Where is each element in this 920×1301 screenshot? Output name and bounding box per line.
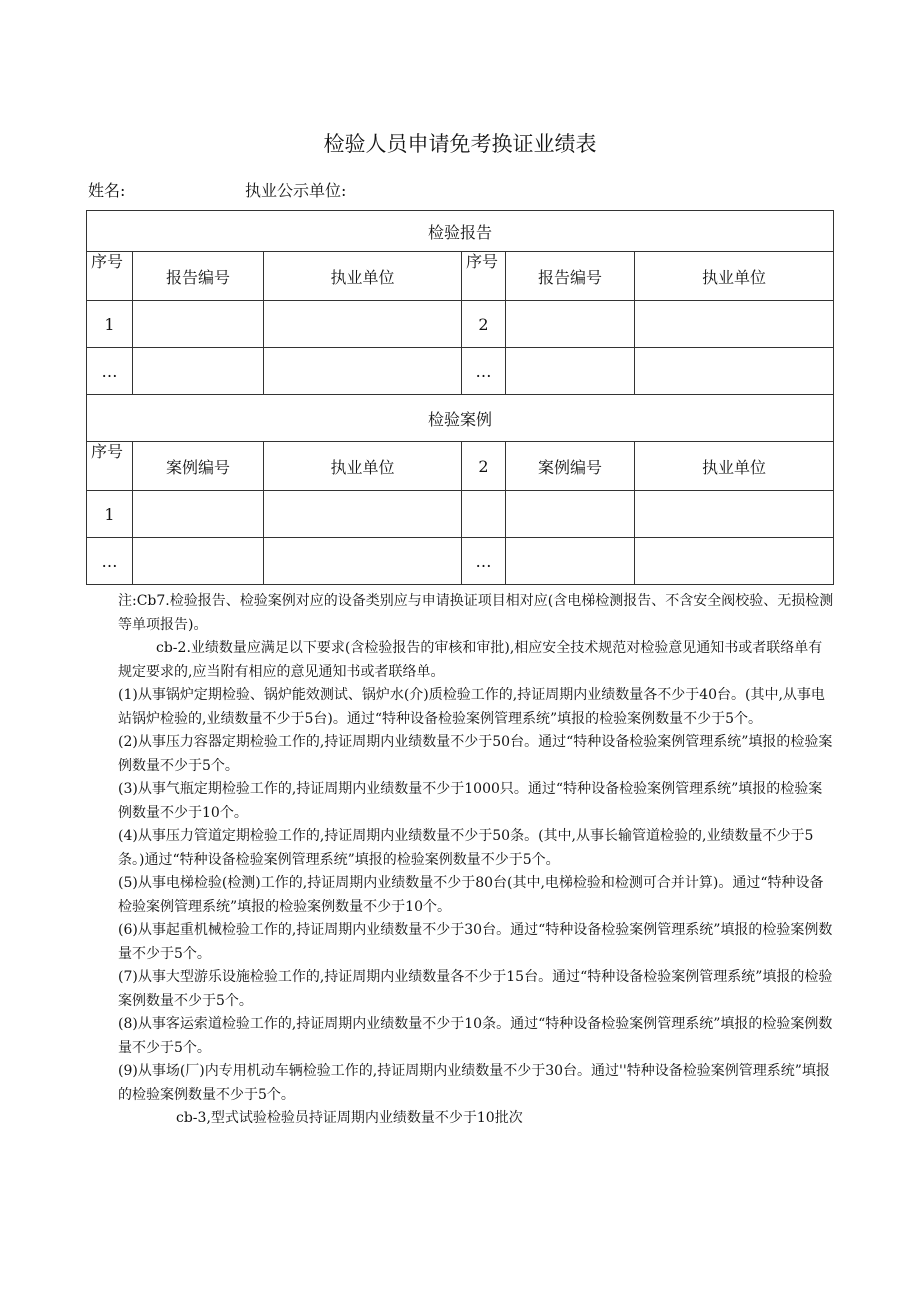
report-no-cell[interactable] (133, 348, 264, 395)
report-no-cell[interactable] (506, 301, 635, 348)
seq-cell: 2 (462, 301, 506, 348)
table-row (87, 301, 834, 348)
header-seq-2: 序号 (462, 252, 506, 301)
case-no-cell[interactable] (133, 538, 264, 585)
report-header-row (87, 252, 834, 301)
unit-cell[interactable] (264, 538, 462, 585)
case-no-cell[interactable] (506, 491, 635, 538)
note-cb7: 注:Cb7.检验报告、检验案例对应的设备类别应与申请换证项目相对应(含电梯检测报告、不含安全阀校验、无损检测等单项报告)。 (118, 593, 834, 633)
unit-cell[interactable] (635, 491, 834, 538)
header-unit: 执业单位 (264, 442, 462, 491)
note-cb2: cb-2.业绩数量应满足以下要求(含检验报告的审核和审批),相应安全技术规范对检验意见通知书或者联络单有规定要求的,应当附有相应的意见通知书或者联络单。 (118, 640, 823, 680)
seq-cell: 1 (87, 301, 133, 348)
unit-cell[interactable] (635, 301, 834, 348)
header-report-no-2: 报告编号 (506, 252, 635, 301)
case-section-heading: 检验案例 (87, 395, 834, 442)
header-seq: 序号 (87, 252, 133, 301)
unit-label: 执业公示单位: (245, 181, 347, 200)
case-no-cell[interactable] (133, 491, 264, 538)
seq-cell: … (87, 348, 133, 395)
requirement-item-4: (4)从事压力管道定期检验工作的,持证周期内业绩数量不少于50条。(其中,从事长输管道检验的,业绩数量不少于5条。)通过“特种设备检验案例管理系统”填报的检验案例数量不少于5个。 (118, 828, 814, 868)
report-no-cell[interactable] (133, 301, 264, 348)
header-report-no: 报告编号 (133, 252, 264, 301)
unit-cell[interactable] (635, 348, 834, 395)
header-seq: 序号 (87, 442, 133, 491)
requirement-item-7: (7)从事大型游乐设施检验工作的,持证周期内业绩数量各不少于15台。通过“特种设备检验案例管理系统”填报的检验案例数量不少于5个。 (118, 969, 833, 1009)
table-row (87, 491, 834, 538)
case-section-heading-row (87, 395, 834, 442)
unit-cell[interactable] (264, 491, 462, 538)
note-cb3: cb-3,型式试验检验员持证周期内业绩数量不少于10批次 (176, 1110, 523, 1126)
case-no-cell[interactable] (506, 538, 635, 585)
requirement-item-2: (2)从事压力容器定期检验工作的,持证周期内业绩数量不少于50台。通过“特种设备检验案例管理系统”填报的检验案例数量不少于5个。 (118, 734, 833, 774)
seq-cell: … (462, 538, 506, 585)
name-label: 姓名: (88, 181, 126, 200)
unit-cell[interactable] (264, 348, 462, 395)
header-case-no: 案例编号 (133, 442, 264, 491)
notes-section (118, 590, 834, 1131)
requirement-item-5: (5)从事电梯检验(检测)工作的,持证周期内业绩数量不少于80台(其中,电梯检验和检测可合并计算)。通过“特种设备检验案例管理系统”填报的检验案例数量不少于10个。 (118, 875, 824, 915)
header-unit-2: 执业单位 (635, 252, 834, 301)
performance-table (86, 210, 834, 585)
header-seq-2: 2 (462, 442, 506, 491)
requirement-item-8: (8)从事客运索道检验工作的,持证周期内业绩数量不少于10条。通过“特种设备检验案例管理系统”填报的检验案例数量不少于5个。 (118, 1016, 833, 1056)
unit-cell[interactable] (264, 301, 462, 348)
seq-cell: 1 (87, 491, 133, 538)
requirement-item-3: (3)从事气瓶定期检验工作的,持证周期内业绩数量不少于1000只。通过“特种设备检验案例管理系统”填报的检验案例数量不少于10个。 (118, 781, 823, 821)
case-header-row (87, 442, 834, 491)
requirement-item-9: (9)从事场(厂)内专用机动车辆检验工作的,持证周期内业绩数量不少于30台。通过''特种设备检验案例管理系统”填报的检验案例数量不少于5个。 (118, 1063, 830, 1103)
seq-cell: … (462, 348, 506, 395)
page-title: 检验人员申请免考换证业绩表 (323, 132, 597, 156)
report-section-heading: 检验报告 (87, 211, 834, 252)
seq-cell: … (87, 538, 133, 585)
report-section-heading-row (87, 211, 834, 252)
report-no-cell[interactable] (506, 348, 635, 395)
seq-cell (462, 491, 506, 538)
unit-cell[interactable] (635, 538, 834, 585)
requirement-item-1: (1)从事锅炉定期检验、锅炉能效测试、锅炉水(介)质检验工作的,持证周期内业绩数量各不少于40台。(其中,从事电站锅炉检验的,业绩数量不少于5台)。通过“特种设备检验案例管理系统”填报的检验案例数量不少于5个。 (118, 687, 825, 727)
requirement-item-6: (6)从事起重机械检验工作的,持证周期内业绩数量不少于30台。通过“特种设备检验案例管理系统”填报的检验案例数量不少于5个。 (118, 922, 833, 962)
header-case-no-2: 案例编号 (506, 442, 635, 491)
header-unit: 执业单位 (264, 252, 462, 301)
table-row (87, 348, 834, 395)
table-row (87, 538, 834, 585)
header-unit-2: 执业单位 (635, 442, 834, 491)
